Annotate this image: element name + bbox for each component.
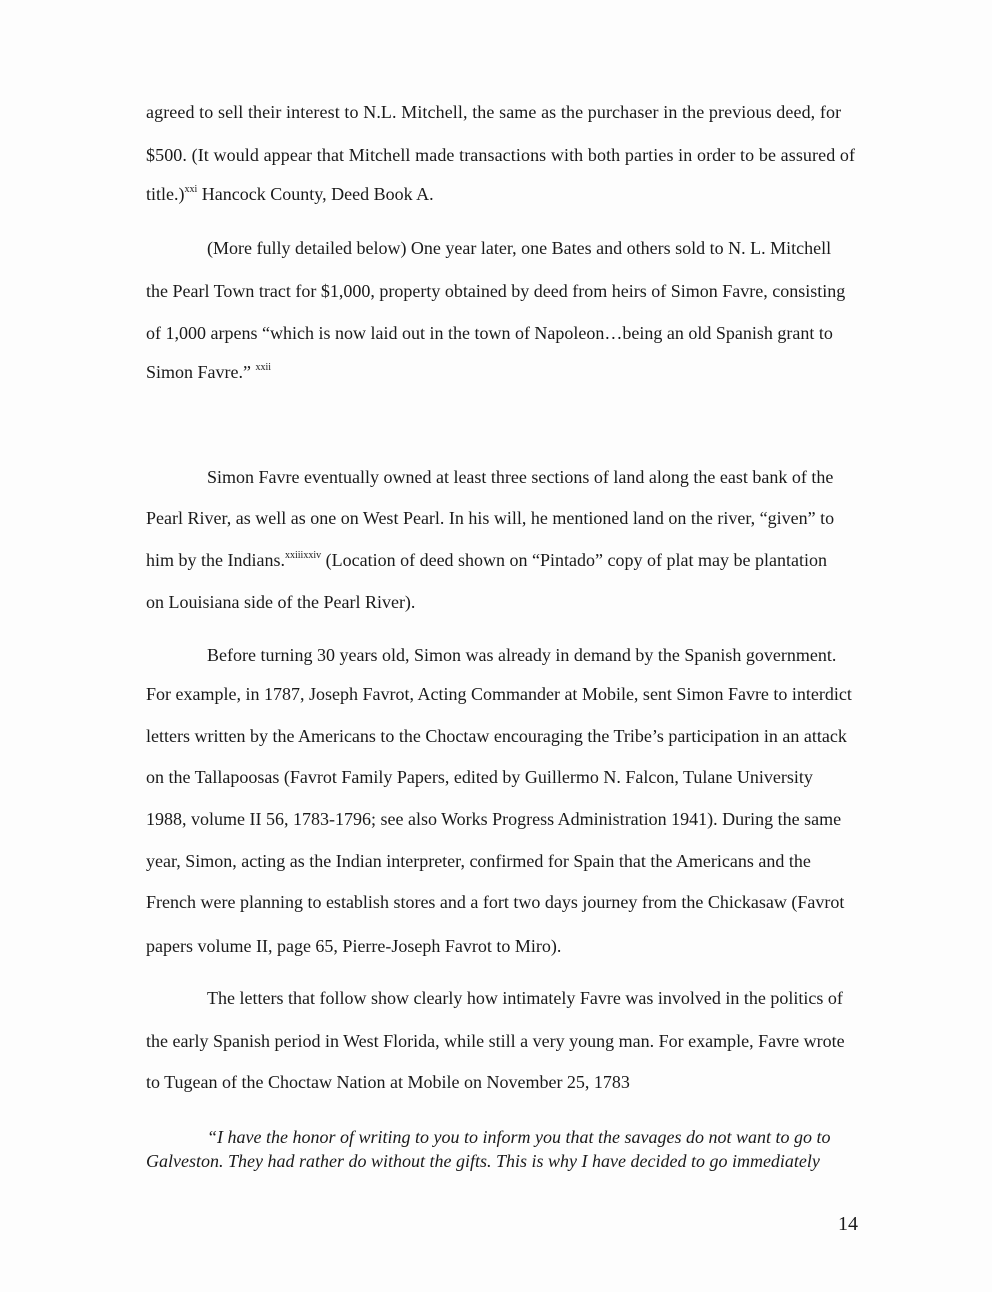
para3-line2: Pearl River, as well as one on West Pearl. In his will, he mentioned land on the river, “given” to [146,508,835,528]
para1-line3-text-a: title.) [146,184,185,204]
para3-line3-text-b: (Location of deed shown on “Pintado” copy of plat may be plantation [321,550,827,570]
para3-line3 [146,549,827,571]
para4-line2: For example, in 1787, Joseph Favrot, Acting Commander at Mobile, sent Simon Favre to interdict [146,684,852,704]
para2-line2: the Pearl Town tract for $1,000, property obtained by deed from heirs of Simon Favre, consisting [146,281,846,301]
para2-line3: of 1,000 arpens “which is now laid out in the town of Napoleon…being an old Spanish grant to [146,323,833,343]
para4-line8: papers volume II, page 65, Pierre-Joseph Favrot to Miro). [146,936,562,956]
para3-line1: Simon Favre eventually owned at least three sections of land along the east bank of the [207,467,834,487]
para1-line1: agreed to sell their interest to N.L. Mitchell, the same as the purchaser in the previous deed, for [146,102,842,122]
page-number: 14 [838,1213,858,1235]
para4-line6: year, Simon, acting as the Indian interpreter, confirmed for Spain that the Americans and the [146,851,811,871]
para1-line3 [146,183,434,205]
para2-line1: (More fully detailed below) One year later, one Bates and others sold to N. L. Mitchell [207,238,832,258]
para5-line1: The letters that follow show clearly how intimately Favre was involved in the politics of [207,988,843,1008]
para4-line4: on the Tallapoosas (Favrot Family Papers, edited by Guillermo N. Falcon, Tulane University [146,767,813,787]
para4-line5: 1988, volume II 56, 1783-1796; see also Works Progress Administration 1941). During the same [146,809,842,829]
quote-line2: Galveston. They had rather do without the gifts. This is why I have decided to go immediately [146,1151,820,1171]
para1-line2: $500. (It would appear that Mitchell made transactions with both parties in order to be assured of [146,145,856,165]
quote-line1: “I have the honor of writing to you to inform you that the savages do not want to go to [207,1127,831,1147]
endnote-ref-xxii: xxii [255,362,272,373]
para3-line3-text-a: him by the Indians. [146,550,285,570]
para4-line1: Before turning 30 years old, Simon was already in demand by the Spanish government. [207,645,837,665]
para4-line7: French were planning to establish stores and a fort two days journey from the Chickasaw (Favrot [146,892,845,912]
para5-line3: to Tugean of the Choctaw Nation at Mobile on November 25, 1783 [146,1072,630,1092]
para2-line4-text: Simon Favre.” [146,362,256,382]
para3-line4: on Louisiana side of the Pearl River). [146,592,416,612]
para5-line2: the early Spanish period in West Florida, while still a very young man. For example, Favre wrote [146,1031,845,1051]
para4-line3: letters written by the Americans to the Choctaw encouraging the Tribe’s participation in an attack [146,726,847,746]
endnote-ref-xxi: xxi [184,184,198,195]
endnote-ref-xxiii-xxiv: xxiiixxiv [284,550,322,561]
para1-line3-text-b: Hancock County, Deed Book A. [197,184,434,204]
para2-line4 [146,361,271,383]
